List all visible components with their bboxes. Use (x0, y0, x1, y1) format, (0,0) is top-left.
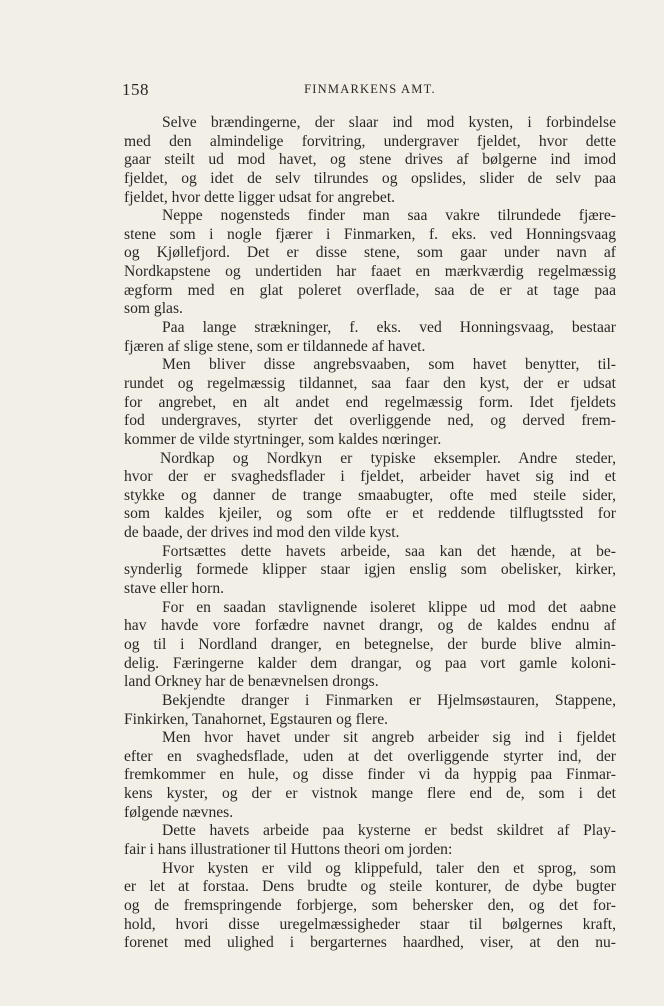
text-line: stykke og danner de trange smaabugter, ofte med steile sider, (124, 486, 616, 504)
text-line: Men bliver disse angrebsvaaben, som havet benytter, til- (162, 356, 616, 374)
text-line: fod undergraves, styrter det overliggende ned, og derved frem- (124, 412, 616, 430)
text-line: som kaldes kjeiler, og som ofte er et reddende tilflugtssted for (124, 505, 616, 523)
page-number: 158 (122, 80, 149, 99)
text-line: og de fremspringende forbjerge, som behersker den, og det for- (124, 896, 616, 914)
text-line: synderlig formede klipper staar igjen enslig som obelisker, kirker, (124, 561, 616, 579)
text-line: og Kjøllefjord. Det er disse stene, som gaar under navn af (124, 244, 616, 262)
text-line: hav havde vore forfædre navnet drangr, og de kaldes endnu af (124, 617, 616, 635)
text-line: fjæren af slige stene, som er tildannede af havet. (124, 337, 426, 355)
body-text (124, 114, 616, 953)
text-line: som glas. (124, 300, 183, 318)
text-line: Men hvor havet under sit angreb arbeider sig ind i fjeldet (162, 729, 616, 747)
text-line: Bekjendte dranger i Finmarken er Hjelmsøstauren, Stappene, (162, 691, 616, 709)
text-line: følgende nævnes. (124, 803, 234, 821)
text-line: er let at forstaa. Dens brudte og steile konturer, de dybe bugter (124, 878, 616, 896)
text-line: Dette havets arbeide paa kysterne er bedst skildret af Play- (162, 822, 616, 840)
text-line: stave eller horn. (124, 580, 225, 598)
text-line: de baade, der drives ind mod den vilde kyst. (124, 524, 400, 542)
text-line: kens kyster, og der er vistnok mange flere end de, som i det (124, 785, 616, 803)
text-line: med den almindelige forvitring, undergraver fjeldet, hvor dette (124, 132, 616, 150)
text-line: land Orkney har de benævnelsen drongs. (124, 673, 379, 691)
text-line: kommer de vilde styrtninger, som kaldes nœringer. (124, 430, 442, 448)
text-line: hold, hvori disse uregelmæssigheder staar til bølgernes kraft, (124, 915, 616, 933)
text-line: hvor der er svaghedsflader i fjeldet, arbeider havet sig ind et (124, 468, 616, 486)
text-line: Nordkapstene og undertiden har faaet en mærkværdig regelmæssig (124, 263, 616, 281)
text-line: Hvor kysten er vild og klippefuld, taler den et sprog, som (162, 859, 616, 877)
text-line: og til i Nordland dranger, en betegnelse, der burde blive almin- (124, 635, 616, 653)
text-line: Nordkap og Nordkyn er typiske eksempler. Andre steder, (160, 449, 616, 467)
text-line: fremkommer en hule, og disse finder vi da hyppig paa Finmar- (124, 766, 616, 784)
text-line: stene som i nogle fjærer i Finmarken, f. eks. ved Honningsvaag (124, 225, 616, 243)
text-line: fjeldet, og idet de selv tilrundes og opslides, slider de selv paa (124, 169, 616, 187)
text-line: ægform med en glat poleret overflade, saa de er at tage paa (124, 281, 616, 299)
text-line: rundet og regelmæssig tildannet, saa faar den kyst, der er udsat (124, 374, 616, 392)
text-line: Finkirken, Tanahornet, Egstauren og flere. (124, 710, 389, 728)
text-line: Neppe nogensteds finder man saa vakre tilrundede fjære- (162, 207, 616, 225)
text-line: Paa lange strækninger, f. eks. ved Honningsvaag, bestaar (162, 319, 616, 337)
text-line: for angrebet, en alt andet end regelmæssig form. Idet fjeldets (124, 393, 616, 411)
text-line: gaar steilt ud mod havet, og stene drives af bølgerne ind imod (124, 151, 616, 169)
text-line: Selve brændingerne, der slaar ind mod kysten, i forbindelse (162, 114, 616, 131)
text-line: forenet med ulighed i bergarternes haardhed, viser, at den nu- (124, 934, 616, 952)
page-header (122, 80, 618, 102)
text-line: efter en svaghedsflade, uden at det overliggende styrter ind, der (124, 747, 616, 765)
running-head: FINMARKENS AMT. (304, 82, 436, 96)
text-line: delig. Færingerne kalder dem drangar, og paa vort gamle koloni- (124, 654, 616, 672)
text-line: Fortsættes dette havets arbeide, saa kan det hænde, at be- (162, 542, 616, 560)
text-line: For en saadan stavlignende isoleret klippe ud mod det aabne (162, 598, 616, 616)
text-line: fair i hans illustrationer til Huttons theori om jorden: (124, 840, 453, 858)
text-line: fjeldet, hvor dette ligger udsat for angrebet. (124, 188, 396, 206)
